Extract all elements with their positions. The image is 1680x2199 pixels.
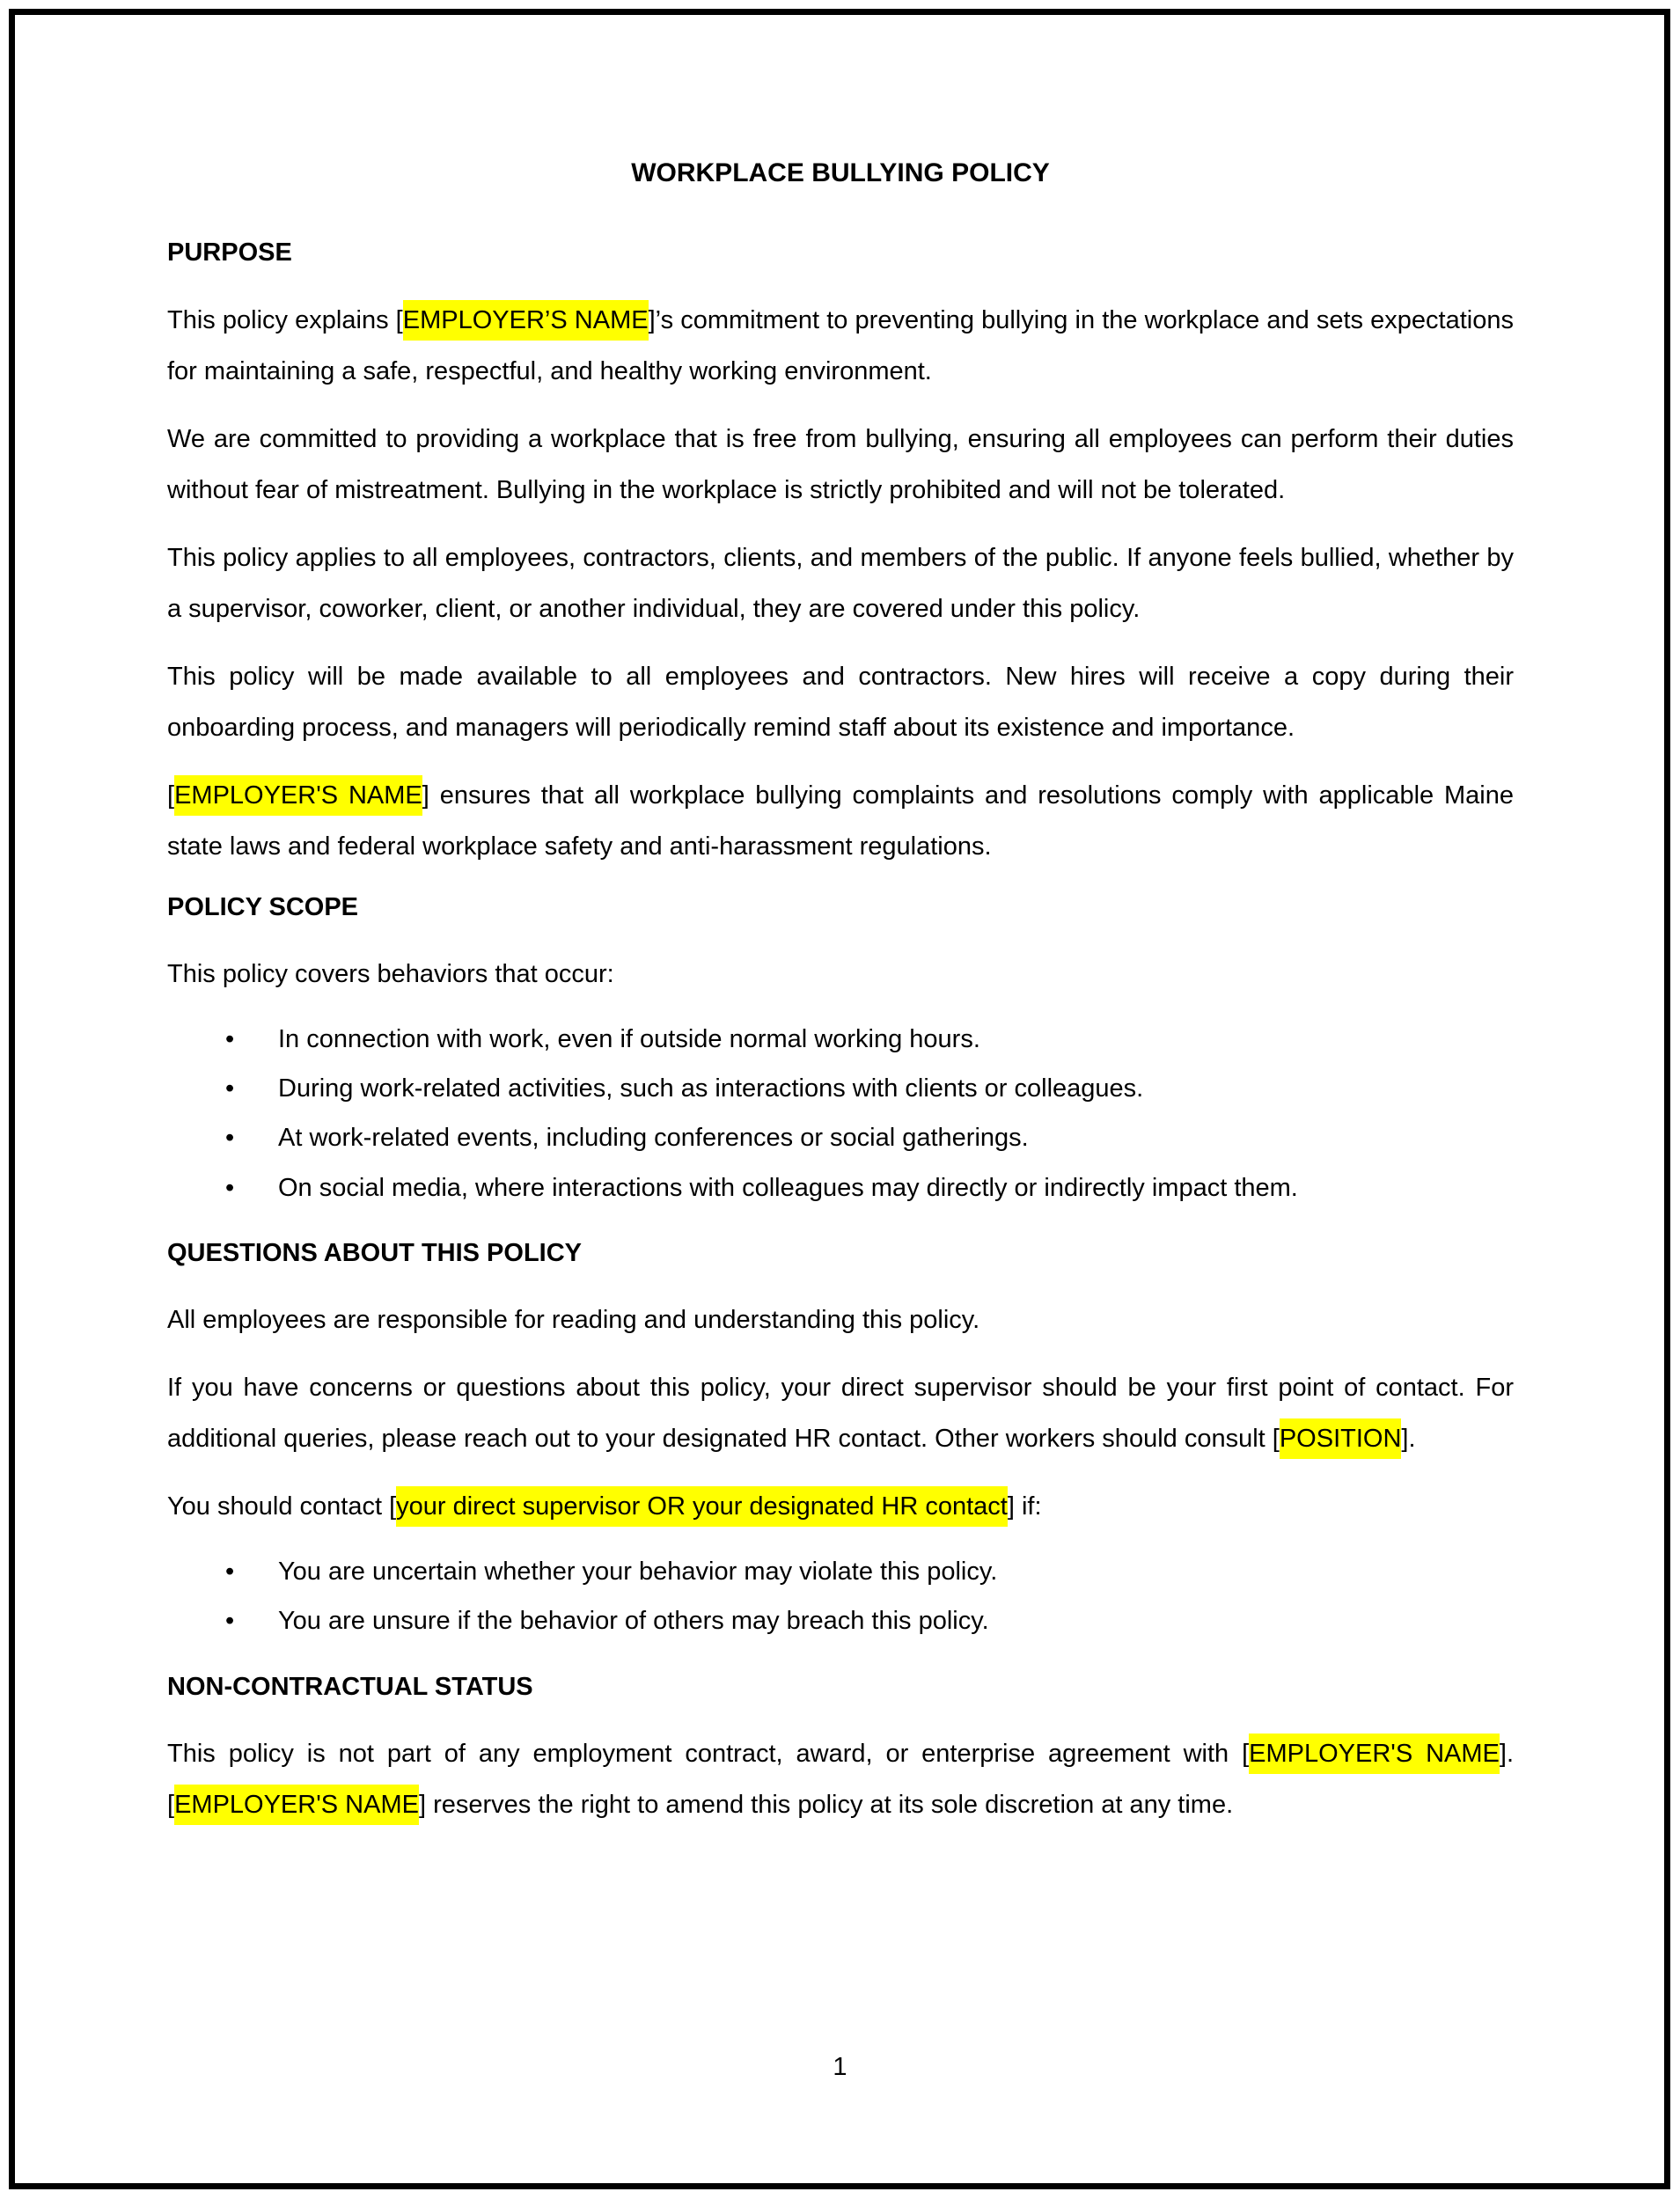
text-run: This policy is not part of any employment contract, award, or enterprise agreement with [	[167, 1740, 1250, 1769]
highlighted-placeholder: EMPLOYER’S NAME	[403, 300, 649, 341]
highlighted-placeholder: EMPLOYER'S NAME	[1249, 1734, 1500, 1774]
highlighted-placeholder: your direct supervisor OR your designated HR contact	[396, 1486, 1008, 1527]
document-title: WORKPLACE BULLYING POLICY	[631, 158, 1050, 187]
text-run: We are committed to providing a workplace that is free from bullying, ensuring all employees can perform their duties without fear of mistreatment. Bullying in the workplace is strictly prohibited and will not be tolerated.	[167, 424, 1514, 504]
paragraph-purpose-5	[167, 770, 1514, 872]
highlighted-placeholder: EMPLOYER'S NAME	[174, 1785, 419, 1825]
text-run: ] if:	[1007, 1492, 1042, 1521]
paragraph-purpose-3	[167, 532, 1514, 634]
heading-non-contractual: NON-CONTRACTUAL STATUS	[167, 1672, 533, 1701]
paragraph-purpose-2	[167, 414, 1514, 516]
list-item: • You are uncertain whether your behavior may violate this policy.	[167, 1549, 1514, 1594]
paragraph-questions-1	[167, 1294, 1514, 1345]
text-run: ].	[1401, 1425, 1416, 1454]
text-run: ] reserves the right to amend this policy at its sole discretion at any time.	[418, 1791, 1234, 1820]
text-run: ]’s commitment to preventing bullying in the workplace and sets expectations for maintaining a safe, respectful, and healthy working environment.	[167, 305, 1514, 385]
paragraph-scope-intro	[167, 949, 1514, 1000]
text-run: You should contact [	[167, 1492, 397, 1521]
text-run: If you have concerns or questions about this policy, your direct supervisor should be your first point of contact. For additional queries, please reach out to your designated HR contact. Other workers should consult [	[167, 1374, 1514, 1454]
heading-policy-scope: POLICY SCOPE	[167, 892, 359, 921]
paragraph-questions-3	[167, 1481, 1514, 1532]
document-content	[167, 155, 1514, 1847]
highlighted-placeholder: EMPLOYER'S NAME	[174, 775, 422, 816]
text-run: This policy applies to all employees, contractors, clients, and members of the public. If anyone feels bullied, whether by a supervisor, coworker, client, or another individual, they are covered under this policy.	[167, 543, 1514, 623]
contact-conditions-list	[167, 1549, 1514, 1644]
paragraph-questions-2	[167, 1362, 1514, 1464]
paragraph-purpose-4	[167, 651, 1514, 753]
paragraph-purpose-1	[167, 295, 1514, 397]
list-item: • At work-related events, including conferences or social gatherings.	[167, 1115, 1514, 1161]
highlighted-placeholder: POSITION	[1280, 1418, 1402, 1459]
list-item: • During work-related activities, such as interactions with clients or colleagues.	[167, 1066, 1514, 1111]
list-item: • In connection with work, even if outside normal working hours.	[167, 1016, 1514, 1062]
text-run: [	[167, 781, 175, 810]
text-run: This policy explains [	[167, 305, 403, 334]
text-run: This policy covers behaviors that occur:	[167, 960, 614, 988]
list-item: • You are unsure if the behavior of others may breach this policy.	[167, 1598, 1514, 1644]
text-run: This policy will be made available to all employees and contractors. New hires will receive a copy during their onboarding process, and managers will periodically remind staff about its existence and importance.	[167, 662, 1514, 742]
text-run: All employees are responsible for reading and understanding this policy.	[167, 1306, 980, 1335]
page-number: 1	[833, 2053, 847, 2081]
list-item: • On social media, where interactions with colleagues may directly or indirectly impact them.	[167, 1165, 1514, 1211]
text-run: ] ensures that all workplace bullying complaints and resolutions comply with applicable Maine state laws and federal workplace safety and anti-harassment regulations.	[167, 781, 1514, 861]
policy-scope-list	[167, 1016, 1514, 1211]
paragraph-non-contractual-1	[167, 1728, 1514, 1830]
heading-purpose: PURPOSE	[167, 238, 292, 267]
heading-questions: QUESTIONS ABOUT THIS POLICY	[167, 1238, 583, 1267]
text-run: ]. [	[167, 1740, 1515, 1820]
